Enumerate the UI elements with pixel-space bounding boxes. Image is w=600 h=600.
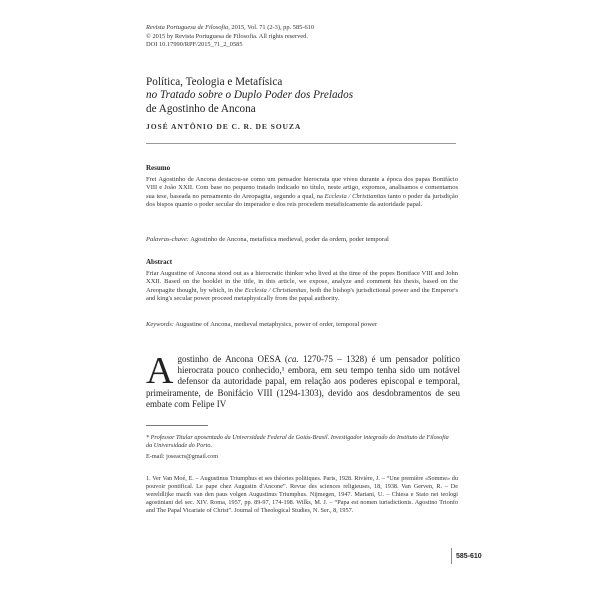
article-title	[146, 76, 486, 116]
body-text-italic: ca.	[287, 354, 299, 364]
abstract-text-a: Friar Augustine of Ancona stood out as a hierocratic thinker who lived at the time of the popes Boniface VIII and John XXII. Based on the booklet in the title, in this article, we expose, analyze and comment his thesis, based on the Areopagite thought, by which, in the	[146, 270, 458, 294]
author-email: E-mail: joseacrs@gmail.com	[146, 453, 219, 460]
body-text-b: 1270-75 – 1328) é um pensador político hierocrata pouco conhecido,¹ embora, em seu tempo tenha sido um notável defensor da autoridade papal, em relação aos poderes episcopal e temporal, primeiramente, de Bonifácio VIII (1294-1303), devido aos desdobramentos de seu embate com Felipe IV	[146, 354, 460, 409]
footnote-1: 1. Ver Van Moé, E. – Augustinus Triumphus et ses théories politiques. Paris, 1928. Rivière, J. – “Une première «Somme» du pouvoir pontifical. Le pape chez Augustin d'Ancone”. Revue des sciences religieuses, 18, 1938. Van Gerven, R. – De wereldlijke macth van den paus volgen Augustinus Triumphus. Nijmegen, 1947. Mariani, U. – Chiesa e Stato nei teologi agostiniani del sec. XIV. Roma, 1957, pp. 89-97, 174-198. Wilks, M. J. – “Papa est nomen iurisdictionis. Agostino Trionfo and The Papal Vicariate of Christ”. Journal of Theological Studies, N. Ser., 8, 1957.	[146, 475, 458, 514]
title-line-1: Política, Teologia e Metafísica	[146, 76, 283, 88]
resumo-text-italic: Ecclesia / Christianitas	[324, 192, 387, 200]
body-paragraph	[146, 350, 460, 410]
author-affiliation: * Professor Titular aposentado da Universidade Federal de Goiás-Brasil. Investigador integrado do Instituto de Filosofia da Universidade do Porto.	[146, 434, 449, 449]
author-footnote	[146, 434, 456, 461]
abstract-keywords-list: Augustine of Ancona, medieval metaphysics, power of order, temporal power	[173, 321, 378, 328]
journal-citation: , 2015, Vol. 71 (2-3), pp. 585-610	[228, 24, 315, 31]
body-text-a: gostinho de Ancona OESA (	[177, 354, 288, 364]
footnote-divider	[146, 425, 208, 426]
journal-header	[146, 24, 314, 50]
page-range-divider	[451, 548, 452, 564]
title-line-2: no Tratado sobre o Duplo Poder dos Prelados	[146, 89, 354, 102]
journal-name: Revista Portuguesa de Filosofia	[146, 24, 229, 31]
page-range: 585-610	[456, 553, 482, 560]
doi-line: DOI 10.17990/RPF/2015_71_2_0585	[146, 41, 243, 49]
abstract-text-b: , both the bishop's jurisdictional power and the Emperor's and king's secular power proceed metaphysically from the papal authority.	[146, 286, 458, 302]
resumo-keywords-list: Agostinho de Ancona, metafísica medieval, poder da ordem, poder temporal	[188, 236, 389, 243]
abstract-keywords	[146, 321, 458, 329]
title-line-3: de Agostinho de Ancona	[146, 102, 256, 115]
resumo-text-a: Frei Agostinho de Ancona destacou-se como um pensador hierocrata que viveu durante a época dos papas Bonifácio VIII e João XXII. Com base no pequeno tratado indicado no título, neste artigo, expomos, analisamos e comentamos sua tese, baseada no pensamento do Areopagita, segundo a qual, na	[146, 176, 458, 200]
abstract-text	[146, 270, 458, 303]
title-divider	[146, 143, 456, 144]
drop-cap: A	[146, 350, 174, 392]
resumo-text	[146, 176, 458, 209]
author-name: JOSÉ ANTÔNIO DE C. R. DE SOUZA	[146, 122, 302, 131]
copyright-line: © 2015 by Revista Portuguesa de Filosofia. All rights reserved.	[146, 32, 308, 40]
abstract-heading: Abstract	[146, 258, 173, 266]
resumo-keywords-label: Palavras-chave:	[146, 236, 189, 243]
resumo-text-b: tanto o poder da jurisdição dos bispos quanto o poder secular do imperador e dos reis procedem metafisicamente da autoridade papal.	[146, 192, 458, 208]
resumo-keywords	[146, 236, 458, 244]
abstract-text-italic: Ecclesia / Christianitas	[244, 286, 307, 294]
abstract-keywords-label: Keywords:	[146, 321, 174, 328]
resumo-heading: Resumo	[146, 164, 171, 172]
